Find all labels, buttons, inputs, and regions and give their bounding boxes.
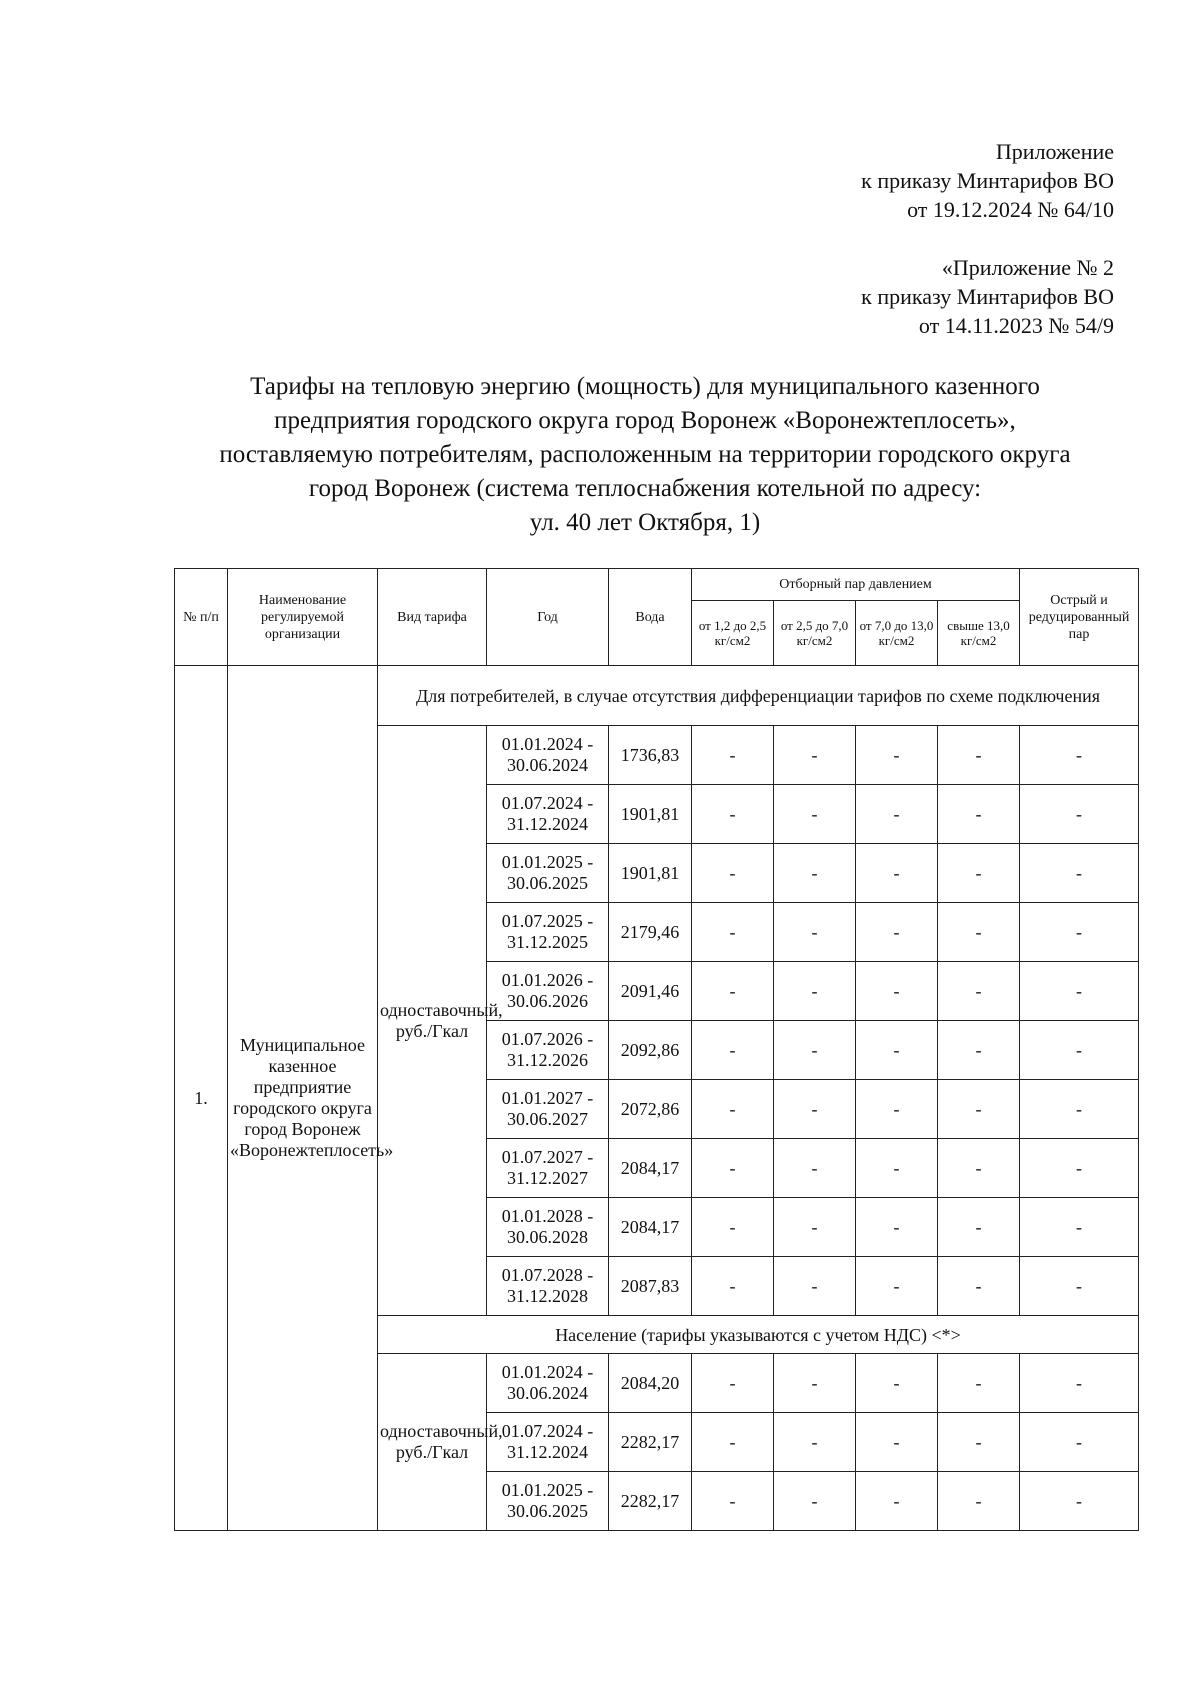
empty-value-cell: -	[1020, 844, 1139, 903]
empty-value-cell: -	[856, 726, 938, 785]
period-cell: 01.01.2026 - 30.06.2026	[487, 962, 609, 1021]
org-name: Муниципальное казенное предприятие городского округа город Воронеж «Воронежтеплосеть»	[228, 666, 378, 1531]
title-line: ул. 40 лет Октября, 1)	[529, 509, 761, 536]
empty-value-cell: -	[1020, 1198, 1139, 1257]
empty-value-cell: -	[692, 1354, 774, 1413]
row-number: 1.	[175, 666, 228, 1531]
period-cell: 01.01.2025 - 30.06.2025	[487, 1472, 609, 1531]
col-header-steam-2: от 2,5 до 7,0 кг/см2	[774, 601, 856, 666]
water-tariff-cell: 2179,46	[609, 903, 692, 962]
period-cell: 01.01.2028 - 30.06.2028	[487, 1198, 609, 1257]
tariff-type: одноставочный, руб./Гкал	[378, 726, 487, 1316]
col-header-water: Вода	[609, 569, 692, 666]
empty-value-cell: -	[774, 785, 856, 844]
water-tariff-cell: 1736,83	[609, 726, 692, 785]
empty-value-cell: -	[938, 1139, 1020, 1198]
empty-value-cell: -	[938, 1413, 1020, 1472]
header-line: к приказу Минтарифов ВО	[861, 284, 1114, 309]
empty-value-cell: -	[856, 844, 938, 903]
col-header-type: Вид тарифа	[378, 569, 487, 666]
header-line: «Приложение № 2	[941, 255, 1114, 280]
empty-value-cell: -	[938, 1080, 1020, 1139]
empty-value-cell: -	[774, 1198, 856, 1257]
title-line: Тарифы на тепловую энергию (мощность) для муниципального казенного	[250, 373, 1040, 400]
water-tariff-cell: 1901,81	[609, 785, 692, 844]
empty-value-cell: -	[774, 962, 856, 1021]
period-cell: 01.07.2026 - 31.12.2026	[487, 1021, 609, 1080]
empty-value-cell: -	[856, 1257, 938, 1316]
col-header-year: Год	[487, 569, 609, 666]
period-cell: 01.01.2025 - 30.06.2025	[487, 844, 609, 903]
empty-value-cell: -	[692, 1080, 774, 1139]
empty-value-cell: -	[774, 1139, 856, 1198]
col-header-steam-3: от 7,0 до 13,0 кг/см2	[856, 601, 938, 666]
empty-value-cell: -	[692, 726, 774, 785]
empty-value-cell: -	[1020, 903, 1139, 962]
empty-value-cell: -	[1020, 1080, 1139, 1139]
empty-value-cell: -	[774, 903, 856, 962]
water-tariff-cell: 2092,86	[609, 1021, 692, 1080]
water-tariff-cell: 1901,81	[609, 844, 692, 903]
period-cell: 01.07.2028 - 31.12.2028	[487, 1257, 609, 1316]
empty-value-cell: -	[1020, 1257, 1139, 1316]
section-title: Население (тарифы указываются с учетом НДС) <*>	[378, 1316, 1139, 1354]
empty-value-cell: -	[774, 1354, 856, 1413]
empty-value-cell: -	[692, 903, 774, 962]
empty-value-cell: -	[1020, 1354, 1139, 1413]
document-title	[150, 370, 1140, 540]
approval-header	[861, 137, 1114, 224]
col-header-num: № п/п	[175, 569, 228, 666]
empty-value-cell: -	[938, 1198, 1020, 1257]
period-cell: 01.01.2027 - 30.06.2027	[487, 1080, 609, 1139]
header-line: к приказу Минтарифов ВО	[861, 168, 1114, 193]
appendix-header	[861, 253, 1114, 340]
empty-value-cell: -	[774, 844, 856, 903]
period-cell: 01.07.2027 - 31.12.2027	[487, 1139, 609, 1198]
period-cell: 01.07.2025 - 31.12.2025	[487, 903, 609, 962]
header-line: от 19.12.2024 № 64/10	[907, 197, 1114, 222]
empty-value-cell: -	[938, 1472, 1020, 1531]
empty-value-cell: -	[774, 1021, 856, 1080]
col-header-steam-group: Отборный пар давлением	[692, 569, 1020, 601]
empty-value-cell: -	[938, 962, 1020, 1021]
title-line: поставляемую потребителям, расположенным на территории городского округа	[219, 441, 1071, 468]
title-line: предприятия городского округа город Воронеж «Воронежтеплосеть»,	[274, 407, 1016, 434]
empty-value-cell: -	[692, 844, 774, 903]
col-header-steam-4: свыше 13,0 кг/см2	[938, 601, 1020, 666]
empty-value-cell: -	[938, 903, 1020, 962]
section-row	[175, 666, 1139, 726]
empty-value-cell: -	[1020, 1021, 1139, 1080]
empty-value-cell: -	[856, 1198, 938, 1257]
empty-value-cell: -	[1020, 785, 1139, 844]
section-title: Для потребителей, в случае отсутствия дифференциации тарифов по схеме подключения	[378, 666, 1139, 726]
empty-value-cell: -	[692, 1139, 774, 1198]
period-cell: 01.01.2024 - 30.06.2024	[487, 1354, 609, 1413]
tariff-table	[174, 568, 1139, 1531]
empty-value-cell: -	[856, 962, 938, 1021]
empty-value-cell: -	[774, 1472, 856, 1531]
empty-value-cell: -	[692, 1021, 774, 1080]
empty-value-cell: -	[774, 1257, 856, 1316]
empty-value-cell: -	[856, 903, 938, 962]
empty-value-cell: -	[938, 1021, 1020, 1080]
water-tariff-cell: 2084,17	[609, 1198, 692, 1257]
empty-value-cell: -	[856, 1080, 938, 1139]
empty-value-cell: -	[1020, 726, 1139, 785]
empty-value-cell: -	[856, 1354, 938, 1413]
title-line: город Воронеж (система теплоснабжения котельной по адресу:	[308, 475, 982, 502]
empty-value-cell: -	[692, 1198, 774, 1257]
water-tariff-cell: 2072,86	[609, 1080, 692, 1139]
empty-value-cell: -	[774, 1413, 856, 1472]
empty-value-cell: -	[938, 785, 1020, 844]
header-line: от 14.11.2023 № 54/9	[918, 313, 1114, 338]
empty-value-cell: -	[856, 1472, 938, 1531]
empty-value-cell: -	[1020, 1413, 1139, 1472]
header-line: Приложение	[995, 139, 1114, 164]
empty-value-cell: -	[938, 1257, 1020, 1316]
water-tariff-cell: 2087,83	[609, 1257, 692, 1316]
empty-value-cell: -	[1020, 1139, 1139, 1198]
empty-value-cell: -	[938, 844, 1020, 903]
empty-value-cell: -	[1020, 962, 1139, 1021]
water-tariff-cell: 2084,20	[609, 1354, 692, 1413]
empty-value-cell: -	[692, 1472, 774, 1531]
water-tariff-cell: 2084,17	[609, 1139, 692, 1198]
empty-value-cell: -	[692, 1257, 774, 1316]
empty-value-cell: -	[856, 785, 938, 844]
empty-value-cell: -	[856, 1021, 938, 1080]
period-cell: 01.07.2024 - 31.12.2024	[487, 785, 609, 844]
period-cell: 01.01.2024 - 30.06.2024	[487, 726, 609, 785]
tariff-type: одноставочный, руб./Гкал	[378, 1354, 487, 1531]
empty-value-cell: -	[774, 1080, 856, 1139]
empty-value-cell: -	[856, 1413, 938, 1472]
empty-value-cell: -	[692, 1413, 774, 1472]
col-header-sharp-steam: Острый и редуцированный пар	[1020, 569, 1139, 666]
empty-value-cell: -	[692, 962, 774, 1021]
empty-value-cell: -	[774, 726, 856, 785]
col-header-org: Наименование регулируемой организации	[228, 569, 378, 666]
empty-value-cell: -	[856, 1139, 938, 1198]
period-cell: 01.07.2024 - 31.12.2024	[487, 1413, 609, 1472]
empty-value-cell: -	[938, 1354, 1020, 1413]
empty-value-cell: -	[1020, 1472, 1139, 1531]
water-tariff-cell: 2282,17	[609, 1472, 692, 1531]
empty-value-cell: -	[938, 726, 1020, 785]
empty-value-cell: -	[692, 785, 774, 844]
col-header-steam-1: от 1,2 до 2,5 кг/см2	[692, 601, 774, 666]
water-tariff-cell: 2091,46	[609, 962, 692, 1021]
water-tariff-cell: 2282,17	[609, 1413, 692, 1472]
